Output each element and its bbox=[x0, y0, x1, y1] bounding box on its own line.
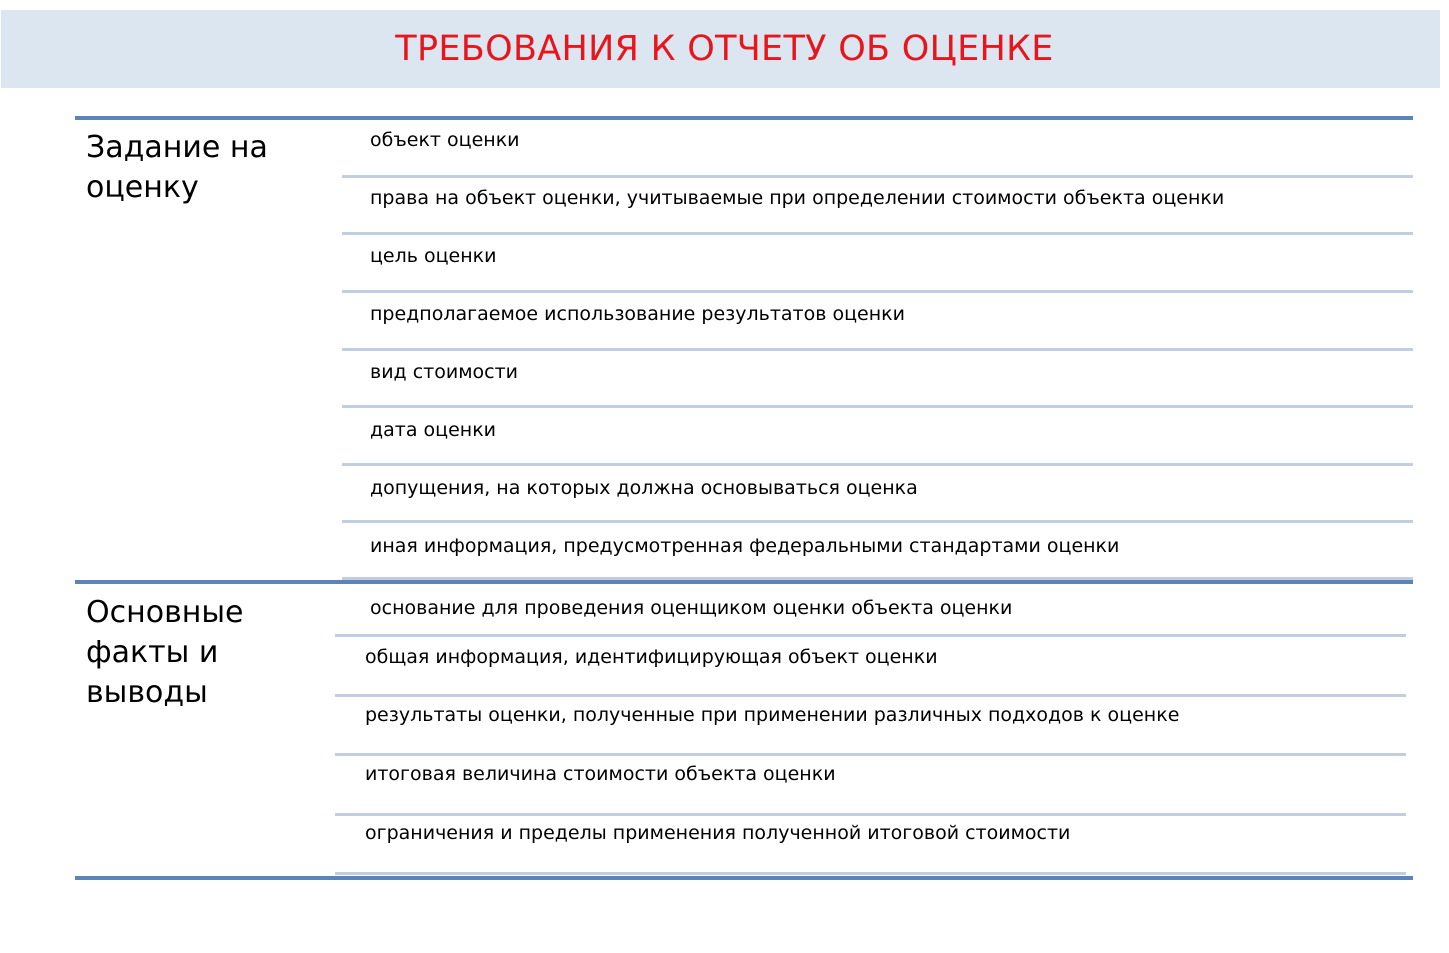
item-divider bbox=[342, 348, 1413, 351]
item-divider bbox=[335, 753, 1406, 756]
section-2-item: итоговая величина стоимости объекта оценки bbox=[365, 763, 836, 785]
section-1-item: объект оценки bbox=[370, 129, 520, 151]
item-divider bbox=[342, 463, 1413, 466]
section-2-top-rule bbox=[75, 580, 1413, 584]
section-1-item: цель оценки bbox=[370, 245, 497, 267]
item-divider bbox=[335, 813, 1406, 816]
section-2-item: ограничения и пределы применения полученной итоговой стоимости bbox=[365, 822, 1071, 844]
section-2-item: общая информация, идентифицирующая объект оценки bbox=[365, 646, 938, 668]
section-1-item: допущения, на которых должна основываться оценка bbox=[370, 477, 918, 499]
item-divider bbox=[342, 290, 1413, 293]
section-1-top-rule bbox=[75, 116, 1413, 120]
page-title: ТРЕБОВАНИЯ К ОТЧЕТУ ОБ ОЦЕНКЕ bbox=[395, 29, 1054, 69]
section-1-item: права на объект оценки, учитываемые при определении стоимости объекта оценки bbox=[370, 187, 1225, 209]
item-divider bbox=[335, 872, 1406, 875]
item-divider bbox=[335, 694, 1406, 697]
item-divider bbox=[342, 175, 1413, 178]
section-1-label: Задание на оценку bbox=[86, 130, 268, 205]
item-divider bbox=[335, 634, 1406, 637]
item-divider bbox=[342, 232, 1413, 235]
section-1-item: предполагаемое использование результатов оценки bbox=[370, 303, 905, 325]
section-1-item: вид стоимости bbox=[370, 361, 519, 383]
section-2-item: основание для проведения оценщиком оценки объекта оценки bbox=[370, 597, 1013, 619]
section-2-label: Основные факты и выводы bbox=[86, 595, 244, 710]
item-divider bbox=[342, 405, 1413, 408]
table-bottom-rule bbox=[75, 876, 1413, 880]
section-1-item: дата оценки bbox=[370, 419, 497, 441]
item-divider bbox=[342, 520, 1413, 523]
section-2-item: результаты оценки, полученные при применении различных подходов к оценке bbox=[365, 704, 1180, 726]
section-1-item: иная информация, предусмотренная федеральными стандартами оценки bbox=[370, 535, 1120, 557]
